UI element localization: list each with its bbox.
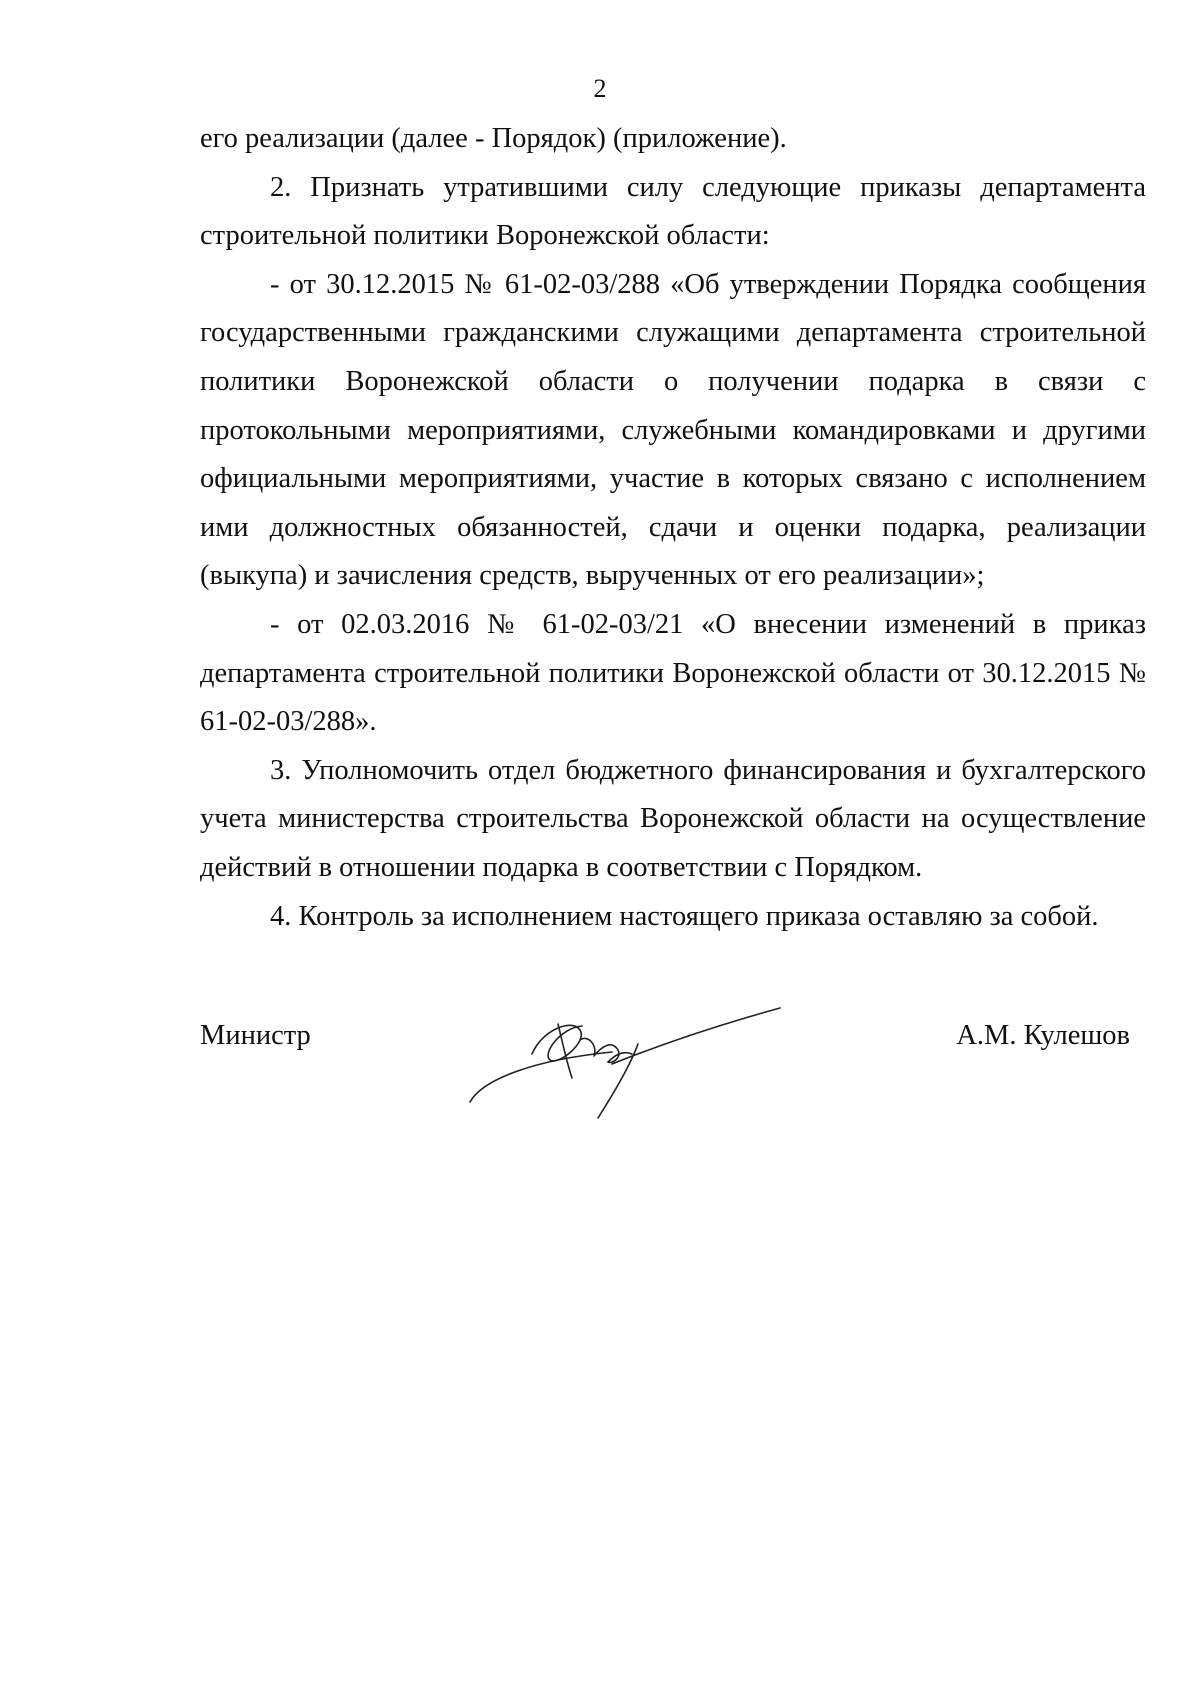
paragraph-item-2: 2. Признать утратившими силу следующие приказы департамента строительной политики Воронежской области: (200, 171, 1146, 252)
paragraph-order-288: - от 30.12.2015 № 61-02-03/288 «Об утверждении Порядка сообщения государственными гражданскими служащими департамента строительной политики Воронежской области о получении подарка в связи с протокольными мероприятиями, служебными командировками и другими официальными мероприятиями, участие в которых связано с исполнением ими должностных обязанностей, сдачи и оценки подарка, реализации (выкупа) и зачисления средств, вырученных от его реализации»; (200, 268, 1146, 592)
handwritten-signature (462, 1000, 792, 1120)
paragraph-order-21: - от 02.03.2016 № 61-02-03/21 «О внесении изменений в приказ департамента строительной политики Воронежской области от 30.12.2015 № 61-02-03/288». (200, 608, 1146, 738)
page-number: 2 (593, 74, 607, 103)
paragraph-item-4: 4. Контроль за исполнением настоящего приказа оставляю за собой. (270, 900, 1099, 932)
paragraph-item-3: 3. Уполномочить отдел бюджетного финансирования и бухгалтерского учета министерства строительства Воронежской области на осуществление действий в отношении подарка в соответствии с Порядком. (200, 754, 1146, 883)
signatory-name: А.М. Кулешов (956, 1020, 1130, 1051)
document-body (200, 115, 1146, 941)
paragraph-continuation: его реализации (далее - Порядок) (приложение). (200, 123, 787, 154)
signatory-position: Министр (200, 1020, 311, 1051)
